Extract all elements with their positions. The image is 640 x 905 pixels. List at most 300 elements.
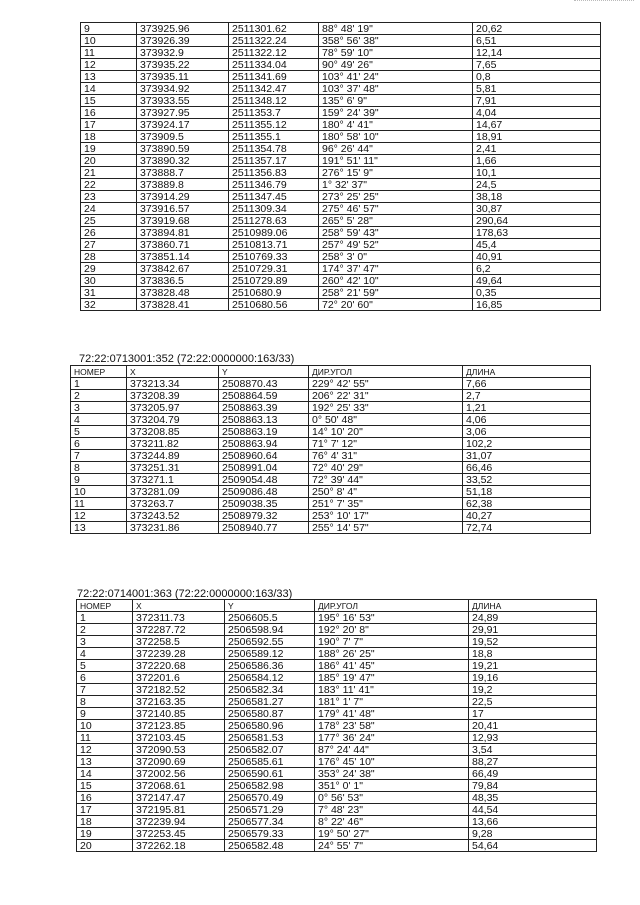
table-row [81, 83, 601, 95]
point-number-cell: 19 [81, 143, 137, 155]
table-row [81, 131, 601, 143]
point-number-cell: 5 [77, 660, 133, 672]
point-number-cell: 15 [77, 780, 133, 792]
bearing-angle-cell: 192° 20' 8" [315, 624, 469, 636]
x-coordinate-cell: 373914.29 [137, 191, 229, 203]
table-row [81, 179, 601, 191]
length-cell: 72,74 [463, 522, 591, 534]
y-coordinate-cell: 2511278.63 [229, 215, 319, 227]
table-row [81, 191, 601, 203]
y-coordinate-cell: 2510769.33 [229, 251, 319, 263]
x-coordinate-cell: 372147.47 [133, 792, 225, 804]
point-number-cell: 17 [77, 804, 133, 816]
length-cell: 66,49 [469, 768, 597, 780]
y-coordinate-cell: 2511347.45 [229, 191, 319, 203]
point-number-cell: 13 [71, 522, 127, 534]
column-header: ДЛИНА [463, 366, 591, 378]
length-cell: 19,2 [469, 684, 597, 696]
point-number-cell: 11 [71, 498, 127, 510]
x-coordinate-cell: 373924.17 [137, 119, 229, 131]
bearing-angle-cell: 176° 45' 10" [315, 756, 469, 768]
table-row [77, 744, 597, 756]
table-row [81, 251, 601, 263]
table-row [77, 672, 597, 684]
point-number-cell: 16 [81, 107, 137, 119]
x-coordinate-cell: 373263.7 [127, 498, 219, 510]
table-row [77, 624, 597, 636]
bearing-angle-cell: 159° 24' 39" [319, 107, 473, 119]
y-coordinate-cell: 2506577.34 [225, 816, 315, 828]
length-cell: 24,5 [473, 179, 601, 191]
x-coordinate-cell: 373909.5 [137, 131, 229, 143]
y-coordinate-cell: 2510729.31 [229, 263, 319, 275]
y-coordinate-cell: 2511357.17 [229, 155, 319, 167]
header-row [71, 366, 591, 378]
bearing-angle-cell: 88° 48' 19" [319, 23, 473, 35]
point-number-cell: 8 [71, 462, 127, 474]
point-number-cell: 15 [81, 95, 137, 107]
column-header: ДИР.УГОЛ [315, 600, 469, 612]
header-row [77, 600, 597, 612]
length-cell: 33,52 [463, 474, 591, 486]
x-coordinate-cell: 373851.14 [137, 251, 229, 263]
table-row [77, 816, 597, 828]
bearing-angle-cell: 206° 22' 31" [309, 390, 463, 402]
bearing-angle-cell: 76° 4' 31" [309, 450, 463, 462]
table-row [81, 215, 601, 227]
y-coordinate-cell: 2508979.32 [219, 510, 309, 522]
point-number-cell: 30 [81, 275, 137, 287]
point-number-cell: 19 [77, 828, 133, 840]
length-cell: 0,8 [473, 71, 601, 83]
length-cell: 29,91 [469, 624, 597, 636]
column-header: НОМЕР [77, 600, 133, 612]
length-cell: 40,27 [463, 510, 591, 522]
point-number-cell: 4 [71, 414, 127, 426]
bearing-angle-cell: 195° 16' 53" [315, 612, 469, 624]
point-number-cell: 12 [81, 59, 137, 71]
point-number-cell: 1 [77, 612, 133, 624]
bearing-angle-cell: 229° 42' 55" [309, 378, 463, 390]
coordinates-table-parcel-352 [70, 365, 591, 534]
table-row [77, 660, 597, 672]
table-row [77, 720, 597, 732]
bearing-angle-cell: 185° 19' 47" [315, 672, 469, 684]
table-body [81, 23, 601, 311]
bearing-angle-cell: 179° 41' 48" [315, 708, 469, 720]
bearing-angle-cell: 276° 15' 9" [319, 167, 473, 179]
point-number-cell: 2 [71, 390, 127, 402]
y-coordinate-cell: 2506571.29 [225, 804, 315, 816]
table-row [77, 732, 597, 744]
length-cell: 16,85 [473, 299, 601, 311]
column-header: НОМЕР [71, 366, 127, 378]
x-coordinate-cell: 372182.52 [133, 684, 225, 696]
bearing-angle-cell: 255° 14' 57" [309, 522, 463, 534]
y-coordinate-cell: 2511322.24 [229, 35, 319, 47]
column-header: ДЛИНА [469, 600, 597, 612]
y-coordinate-cell: 2511354.78 [229, 143, 319, 155]
length-cell: 24,89 [469, 612, 597, 624]
point-number-cell: 24 [81, 203, 137, 215]
point-number-cell: 11 [81, 47, 137, 59]
x-coordinate-cell: 372090.53 [133, 744, 225, 756]
length-cell: 290,64 [473, 215, 601, 227]
x-coordinate-cell: 372163.35 [133, 696, 225, 708]
coordinates-table-parcel-363 [76, 599, 597, 852]
column-header: Y [225, 600, 315, 612]
x-coordinate-cell: 373211.82 [127, 438, 219, 450]
point-number-cell: 27 [81, 239, 137, 251]
y-coordinate-cell: 2506581.27 [225, 696, 315, 708]
table-row [77, 648, 597, 660]
x-coordinate-cell: 373860.71 [137, 239, 229, 251]
point-number-cell: 25 [81, 215, 137, 227]
point-number-cell: 12 [77, 744, 133, 756]
point-number-cell: 3 [71, 402, 127, 414]
x-coordinate-cell: 372262.18 [133, 840, 225, 852]
table-row [71, 438, 591, 450]
bearing-angle-cell: 0° 56' 53" [315, 792, 469, 804]
bearing-angle-cell: 188° 26' 25" [315, 648, 469, 660]
bearing-angle-cell: 177° 36' 24" [315, 732, 469, 744]
point-number-cell: 14 [77, 768, 133, 780]
y-coordinate-cell: 2508863.19 [219, 426, 309, 438]
y-coordinate-cell: 2509086.48 [219, 486, 309, 498]
point-number-cell: 10 [71, 486, 127, 498]
table-row [81, 167, 601, 179]
length-cell: 12,93 [469, 732, 597, 744]
table-row [77, 684, 597, 696]
length-cell: 5,81 [473, 83, 601, 95]
x-coordinate-cell: 373836.5 [137, 275, 229, 287]
length-cell: 2,41 [473, 143, 601, 155]
table-row [81, 287, 601, 299]
length-cell: 49,64 [473, 275, 601, 287]
bearing-angle-cell: 8° 22' 46" [315, 816, 469, 828]
y-coordinate-cell: 2511348.12 [229, 95, 319, 107]
parcel-title: 72:22:0714001:363 (72:22:0000000:163/33) [77, 588, 293, 600]
bearing-angle-cell: 96° 26' 44" [319, 143, 473, 155]
point-number-cell: 14 [81, 83, 137, 95]
table-row [81, 47, 601, 59]
length-cell: 13,66 [469, 816, 597, 828]
table-row [77, 636, 597, 648]
table-row [71, 498, 591, 510]
point-number-cell: 5 [71, 426, 127, 438]
x-coordinate-cell: 373271.1 [127, 474, 219, 486]
point-number-cell: 23 [81, 191, 137, 203]
length-cell: 0,35 [473, 287, 601, 299]
point-number-cell: 18 [81, 131, 137, 143]
y-coordinate-cell: 2506570.49 [225, 792, 315, 804]
length-cell: 102,2 [463, 438, 591, 450]
point-number-cell: 22 [81, 179, 137, 191]
table-row [71, 402, 591, 414]
bearing-angle-cell: 174° 37' 47" [319, 263, 473, 275]
x-coordinate-cell: 373828.41 [137, 299, 229, 311]
x-coordinate-cell: 373927.95 [137, 107, 229, 119]
length-cell: 54,64 [469, 840, 597, 852]
bearing-angle-cell: 72° 20' 60" [319, 299, 473, 311]
x-coordinate-cell: 372002.56 [133, 768, 225, 780]
y-coordinate-cell: 2506586.36 [225, 660, 315, 672]
bearing-angle-cell: 78° 59' 10" [319, 47, 473, 59]
parcel-title: 72:22:0713001:352 (72:22:0000000:163/33) [79, 353, 295, 365]
bearing-angle-cell: 72° 40' 29" [309, 462, 463, 474]
x-coordinate-cell: 373281.09 [127, 486, 219, 498]
x-coordinate-cell: 373935.22 [137, 59, 229, 71]
length-cell: 7,65 [473, 59, 601, 71]
length-cell: 2,7 [463, 390, 591, 402]
x-coordinate-cell: 373926.39 [137, 35, 229, 47]
y-coordinate-cell: 2508863.39 [219, 402, 309, 414]
bearing-angle-cell: 180° 4' 41" [319, 119, 473, 131]
y-coordinate-cell: 2506585.61 [225, 756, 315, 768]
length-cell: 20,41 [469, 720, 597, 732]
table-row [71, 414, 591, 426]
x-coordinate-cell: 373894.81 [137, 227, 229, 239]
point-number-cell: 32 [81, 299, 137, 311]
y-coordinate-cell: 2510729.89 [229, 275, 319, 287]
y-coordinate-cell: 2509054.48 [219, 474, 309, 486]
bearing-angle-cell: 0° 50' 48" [309, 414, 463, 426]
table-row [71, 462, 591, 474]
length-cell: 1,21 [463, 402, 591, 414]
point-number-cell: 20 [81, 155, 137, 167]
x-coordinate-cell: 373213.34 [127, 378, 219, 390]
table-row [81, 59, 601, 71]
table-row [77, 792, 597, 804]
y-coordinate-cell: 2510989.06 [229, 227, 319, 239]
bearing-angle-cell: 19° 50' 27" [315, 828, 469, 840]
table-row [71, 522, 591, 534]
x-coordinate-cell: 373244.89 [127, 450, 219, 462]
point-number-cell: 18 [77, 816, 133, 828]
bearing-angle-cell: 250° 8' 4" [309, 486, 463, 498]
y-coordinate-cell: 2506605.5 [225, 612, 315, 624]
y-coordinate-cell: 2508870.43 [219, 378, 309, 390]
table-row [77, 828, 597, 840]
y-coordinate-cell: 2508863.94 [219, 438, 309, 450]
point-number-cell: 9 [77, 708, 133, 720]
y-coordinate-cell: 2508960.64 [219, 450, 309, 462]
y-coordinate-cell: 2508991.04 [219, 462, 309, 474]
bearing-angle-cell: 351° 0' 1" [315, 780, 469, 792]
y-coordinate-cell: 2511353.7 [229, 107, 319, 119]
x-coordinate-cell: 372239.94 [133, 816, 225, 828]
table-row [71, 486, 591, 498]
y-coordinate-cell: 2506589.12 [225, 648, 315, 660]
y-coordinate-cell: 2511322.12 [229, 47, 319, 59]
point-number-cell: 31 [81, 287, 137, 299]
x-coordinate-cell: 372258.5 [133, 636, 225, 648]
x-coordinate-cell: 372195.81 [133, 804, 225, 816]
x-coordinate-cell: 373890.59 [137, 143, 229, 155]
length-cell: 88,27 [469, 756, 597, 768]
bearing-angle-cell: 258° 59' 43" [319, 227, 473, 239]
y-coordinate-cell: 2508940.77 [219, 522, 309, 534]
y-coordinate-cell: 2511301.62 [229, 23, 319, 35]
length-cell: 38,18 [473, 191, 601, 203]
point-number-cell: 3 [77, 636, 133, 648]
bearing-angle-cell: 14° 10' 20" [309, 426, 463, 438]
y-coordinate-cell: 2511334.04 [229, 59, 319, 71]
point-number-cell: 26 [81, 227, 137, 239]
x-coordinate-cell: 373205.97 [127, 402, 219, 414]
x-coordinate-cell: 373828.48 [137, 287, 229, 299]
bearing-angle-cell: 192° 25' 33" [309, 402, 463, 414]
bearing-angle-cell: 358° 56' 38" [319, 35, 473, 47]
point-number-cell: 20 [77, 840, 133, 852]
length-cell: 178,63 [473, 227, 601, 239]
y-coordinate-cell: 2511355.1 [229, 131, 319, 143]
length-cell: 18,8 [469, 648, 597, 660]
x-coordinate-cell: 372201.6 [133, 672, 225, 684]
table-row [81, 95, 601, 107]
bearing-angle-cell: 103° 37' 48" [319, 83, 473, 95]
point-number-cell: 29 [81, 263, 137, 275]
bearing-angle-cell: 71° 7' 12" [309, 438, 463, 450]
table-row [77, 612, 597, 624]
table-row [77, 840, 597, 852]
length-cell: 66,46 [463, 462, 591, 474]
table-row [71, 474, 591, 486]
y-coordinate-cell: 2508864.59 [219, 390, 309, 402]
point-number-cell: 10 [81, 35, 137, 47]
bearing-angle-cell: 191° 51' 11" [319, 155, 473, 167]
x-coordinate-cell: 372090.69 [133, 756, 225, 768]
point-number-cell: 6 [71, 438, 127, 450]
table-row [77, 708, 597, 720]
point-number-cell: 11 [77, 732, 133, 744]
column-header: Y [219, 366, 309, 378]
table-row [71, 450, 591, 462]
table-row [81, 35, 601, 47]
point-number-cell: 21 [81, 167, 137, 179]
y-coordinate-cell: 2506582.48 [225, 840, 315, 852]
bearing-angle-cell: 353° 24' 38" [315, 768, 469, 780]
point-number-cell: 9 [71, 474, 127, 486]
point-number-cell: 10 [77, 720, 133, 732]
point-number-cell: 7 [71, 450, 127, 462]
length-cell: 45,4 [473, 239, 601, 251]
length-cell: 6,51 [473, 35, 601, 47]
length-cell: 7,91 [473, 95, 601, 107]
x-coordinate-cell: 373231.86 [127, 522, 219, 534]
x-coordinate-cell: 373932.9 [137, 47, 229, 59]
table-row [77, 804, 597, 816]
bearing-angle-cell: 1° 32' 37" [319, 179, 473, 191]
table-row [81, 71, 601, 83]
x-coordinate-cell: 372287.72 [133, 624, 225, 636]
y-coordinate-cell: 2506582.34 [225, 684, 315, 696]
x-coordinate-cell: 372220.68 [133, 660, 225, 672]
x-coordinate-cell: 372123.85 [133, 720, 225, 732]
x-coordinate-cell: 373934.92 [137, 83, 229, 95]
length-cell: 79,84 [469, 780, 597, 792]
y-coordinate-cell: 2511346.79 [229, 179, 319, 191]
length-cell: 48,35 [469, 792, 597, 804]
x-coordinate-cell: 373208.39 [127, 390, 219, 402]
length-cell: 14,67 [473, 119, 601, 131]
y-coordinate-cell: 2510813.71 [229, 239, 319, 251]
bearing-angle-cell: 257° 49' 52" [319, 239, 473, 251]
length-cell: 62,38 [463, 498, 591, 510]
point-number-cell: 8 [77, 696, 133, 708]
column-header: ДИР.УГОЛ [309, 366, 463, 378]
table-row [81, 119, 601, 131]
length-cell: 44,54 [469, 804, 597, 816]
length-cell: 30,87 [473, 203, 601, 215]
bearing-angle-cell: 87° 24' 44" [315, 744, 469, 756]
bearing-angle-cell: 265° 5' 28" [319, 215, 473, 227]
y-coordinate-cell: 2506584.12 [225, 672, 315, 684]
column-header: X [133, 600, 225, 612]
length-cell: 19,16 [469, 672, 597, 684]
point-number-cell: 28 [81, 251, 137, 263]
table-row [81, 239, 601, 251]
bearing-angle-cell: 253° 10' 17" [309, 510, 463, 522]
length-cell: 6,2 [473, 263, 601, 275]
y-coordinate-cell: 2506592.55 [225, 636, 315, 648]
table-row [81, 299, 601, 311]
x-coordinate-cell: 372068.61 [133, 780, 225, 792]
length-cell: 17 [469, 708, 597, 720]
bearing-angle-cell: 7° 48' 23" [315, 804, 469, 816]
length-cell: 3,54 [469, 744, 597, 756]
y-coordinate-cell: 2506590.61 [225, 768, 315, 780]
length-cell: 18,91 [473, 131, 601, 143]
x-coordinate-cell: 372140.85 [133, 708, 225, 720]
table-row [81, 23, 601, 35]
length-cell: 9,28 [469, 828, 597, 840]
point-number-cell: 13 [81, 71, 137, 83]
y-coordinate-cell: 2506579.33 [225, 828, 315, 840]
point-number-cell: 13 [77, 756, 133, 768]
point-number-cell: 17 [81, 119, 137, 131]
point-number-cell: 7 [77, 684, 133, 696]
y-coordinate-cell: 2511341.69 [229, 71, 319, 83]
table-row [81, 143, 601, 155]
x-coordinate-cell: 373204.79 [127, 414, 219, 426]
table-body [71, 378, 591, 534]
point-number-cell: 1 [71, 378, 127, 390]
bearing-angle-cell: 180° 58' 10" [319, 131, 473, 143]
bearing-angle-cell: 275° 46' 57" [319, 203, 473, 215]
y-coordinate-cell: 2506582.07 [225, 744, 315, 756]
length-cell: 3,06 [463, 426, 591, 438]
bearing-angle-cell: 251° 7' 35" [309, 498, 463, 510]
length-cell: 19,21 [469, 660, 597, 672]
y-coordinate-cell: 2506598.94 [225, 624, 315, 636]
table-row [81, 275, 601, 287]
x-coordinate-cell: 373842.67 [137, 263, 229, 275]
x-coordinate-cell: 373208.85 [127, 426, 219, 438]
bearing-angle-cell: 181° 1' 7" [315, 696, 469, 708]
table-row [81, 155, 601, 167]
scan-artifact [574, 0, 634, 4]
bearing-angle-cell: 260° 42' 10" [319, 275, 473, 287]
point-number-cell: 12 [71, 510, 127, 522]
table-row [77, 768, 597, 780]
y-coordinate-cell: 2511355.12 [229, 119, 319, 131]
table-body [77, 612, 597, 852]
table-row [81, 203, 601, 215]
table-row [71, 378, 591, 390]
length-cell: 10,1 [473, 167, 601, 179]
table-row [71, 426, 591, 438]
